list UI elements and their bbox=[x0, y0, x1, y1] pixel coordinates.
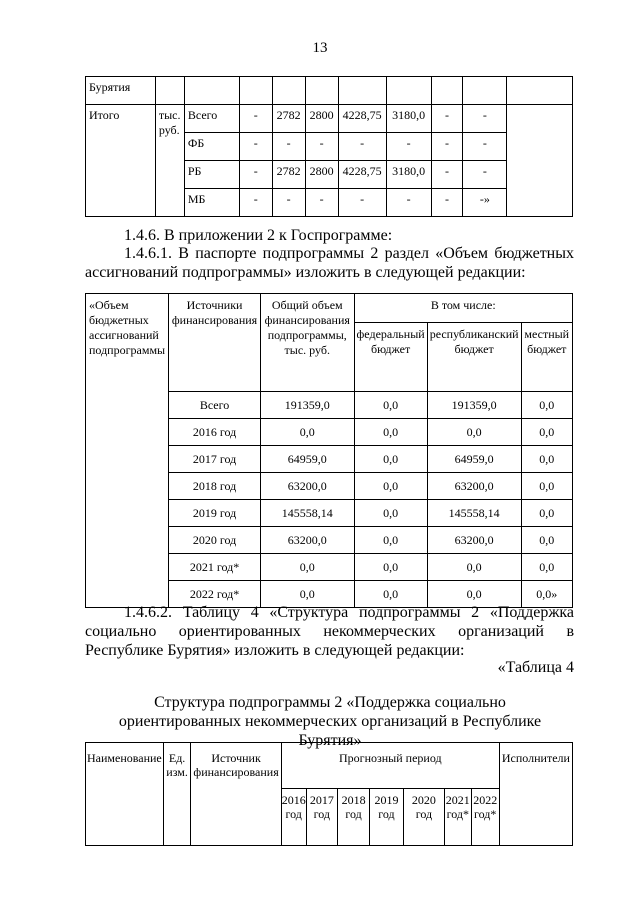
value-cell: -» bbox=[463, 189, 507, 217]
value-cell: 3180,0 bbox=[386, 161, 431, 189]
paragraph-1-4-6-1 bbox=[85, 244, 574, 282]
value-cell: - bbox=[463, 133, 507, 161]
allocation-label: «Объем бюджетных ассигнований подпрограммы bbox=[86, 294, 169, 608]
total-cell: 0,0 bbox=[260, 419, 354, 446]
value-cell: - bbox=[463, 161, 507, 189]
header-total: Общий объем финансирования подпрограммы, тыс. руб. bbox=[260, 294, 354, 392]
republic-cell: 0,0 bbox=[427, 419, 521, 446]
year-2016: 2016 год bbox=[281, 789, 306, 846]
local-cell: 0,0 bbox=[521, 527, 572, 554]
year-cell: 2022 год* bbox=[169, 581, 261, 608]
paragraph-1-4-6-2 bbox=[85, 603, 574, 660]
header-source: Источник финансирования bbox=[191, 743, 281, 846]
federal-cell: 0,0 bbox=[354, 446, 427, 473]
year-2020: 2020 год bbox=[403, 789, 444, 846]
total-cell: 63200,0 bbox=[260, 527, 354, 554]
federal-cell: 0,0 bbox=[354, 527, 427, 554]
region-cell: Бурятия bbox=[86, 77, 156, 105]
year-cell: Всего bbox=[169, 392, 261, 419]
value-cell: - bbox=[305, 133, 338, 161]
year-2018: 2018 год bbox=[337, 789, 369, 846]
table-title: Структура подпрограммы 2 «Поддержка социально ориентированных некоммерческих организаций в Республике Бурятия» bbox=[118, 694, 542, 749]
source-cell: РБ bbox=[184, 161, 239, 189]
federal-cell: 0,0 bbox=[354, 392, 427, 419]
year-2022: 2022 год* bbox=[471, 789, 499, 846]
value-cell: 4228,75 bbox=[338, 105, 386, 133]
republic-cell: 0,0 bbox=[427, 554, 521, 581]
year-2021: 2021 год* bbox=[445, 789, 471, 846]
year-cell: 2019 год bbox=[169, 500, 261, 527]
header-forecast: Прогнозный период bbox=[281, 743, 499, 789]
year-cell: 2020 год bbox=[169, 527, 261, 554]
value-cell: - bbox=[463, 105, 507, 133]
header-unit: Ед. изм. bbox=[163, 743, 191, 846]
unit-cell: тыс. руб. bbox=[155, 105, 184, 217]
value-cell: - bbox=[386, 133, 431, 161]
year-cell: 2017 год bbox=[169, 446, 261, 473]
paragraph-1-4-6: 1.4.6. В приложении 2 к Госпрограмме: bbox=[124, 227, 393, 244]
value-cell: - bbox=[272, 133, 305, 161]
republic-cell: 63200,0 bbox=[427, 473, 521, 500]
value-cell: - bbox=[431, 161, 463, 189]
value-cell: 3180,0 bbox=[386, 105, 431, 133]
value-cell: - bbox=[272, 189, 305, 217]
total-cell: 145558,14 bbox=[260, 500, 354, 527]
federal-cell: 0,0 bbox=[354, 554, 427, 581]
local-cell: 0,0 bbox=[521, 500, 572, 527]
value-cell: 2782 bbox=[272, 161, 305, 189]
source-cell: ФБ bbox=[184, 133, 239, 161]
value-cell: - bbox=[239, 133, 272, 161]
header-executor: Исполнители bbox=[499, 743, 572, 846]
value-cell: - bbox=[239, 105, 272, 133]
header-local: местный бюджет bbox=[521, 323, 572, 392]
local-cell: 0,0 bbox=[521, 446, 572, 473]
total-cell: 0,0 bbox=[260, 554, 354, 581]
paragraph-text: 1.4.6.2. Таблицу 4 «Структура подпрограммы 2 «Поддержка социально ориентированных некоммерческих организаций в Республике Бурятия» изложить в следующей редакции: bbox=[85, 604, 574, 659]
header-federal: федеральный бюджет bbox=[354, 323, 427, 392]
value-cell: - bbox=[305, 189, 338, 217]
page-number: 13 bbox=[312, 40, 328, 56]
federal-cell: 0,0 bbox=[354, 473, 427, 500]
value-cell: 2782 bbox=[272, 105, 305, 133]
source-cell: МБ bbox=[184, 189, 239, 217]
year-2017: 2017 год bbox=[306, 789, 337, 846]
total-cell: 191359,0 bbox=[260, 392, 354, 419]
value-cell: - bbox=[431, 133, 463, 161]
year-2019: 2019 год bbox=[370, 789, 404, 846]
table-reference: «Таблица 4 bbox=[497, 659, 574, 676]
header-source: Источники финансирования bbox=[169, 294, 261, 392]
local-cell: 0,0 bbox=[521, 473, 572, 500]
value-cell: 2800 bbox=[305, 161, 338, 189]
value-cell: - bbox=[431, 105, 463, 133]
local-cell: 0,0 bbox=[521, 392, 572, 419]
local-cell: 0,0» bbox=[521, 581, 572, 608]
year-cell: 2018 год bbox=[169, 473, 261, 500]
header-name: Наименование bbox=[86, 743, 164, 846]
republic-cell: 145558,14 bbox=[427, 500, 521, 527]
year-cell: 2016 год bbox=[169, 419, 261, 446]
total-label: Итого bbox=[86, 105, 156, 217]
total-cell: 63200,0 bbox=[260, 473, 354, 500]
federal-cell: 0,0 bbox=[354, 419, 427, 446]
value-cell: - bbox=[386, 189, 431, 217]
republic-cell: 63200,0 bbox=[427, 527, 521, 554]
republic-cell: 64959,0 bbox=[427, 446, 521, 473]
republic-cell: 191359,0 bbox=[427, 392, 521, 419]
value-cell: - bbox=[239, 161, 272, 189]
year-cell: 2021 год* bbox=[169, 554, 261, 581]
total-cell: 64959,0 bbox=[260, 446, 354, 473]
table-budget-allocation bbox=[85, 293, 573, 608]
federal-cell: 0,0 bbox=[354, 500, 427, 527]
source-cell: Всего bbox=[184, 105, 239, 133]
total-cell: 0,0 bbox=[260, 581, 354, 608]
value-cell: - bbox=[338, 189, 386, 217]
value-cell: - bbox=[338, 133, 386, 161]
value-cell: - bbox=[431, 189, 463, 217]
table-subprogram-structure bbox=[85, 742, 573, 846]
federal-cell: 0,0 bbox=[354, 581, 427, 608]
header-including: В том числе: bbox=[354, 294, 572, 323]
value-cell: - bbox=[239, 189, 272, 217]
table-program-totals bbox=[85, 76, 573, 217]
value-cell: 2800 bbox=[305, 105, 338, 133]
paragraph-text: 1.4.6.1. В паспорте подпрограммы 2 раздел «Объем бюджетных ассигнований подпрограммы» изложить в следующей редакции: bbox=[85, 245, 574, 281]
local-cell: 0,0 bbox=[521, 419, 572, 446]
republic-cell: 0,0 bbox=[427, 581, 521, 608]
value-cell: 4228,75 bbox=[338, 161, 386, 189]
header-republic: республиканский бюджет bbox=[427, 323, 521, 392]
local-cell: 0,0 bbox=[521, 554, 572, 581]
